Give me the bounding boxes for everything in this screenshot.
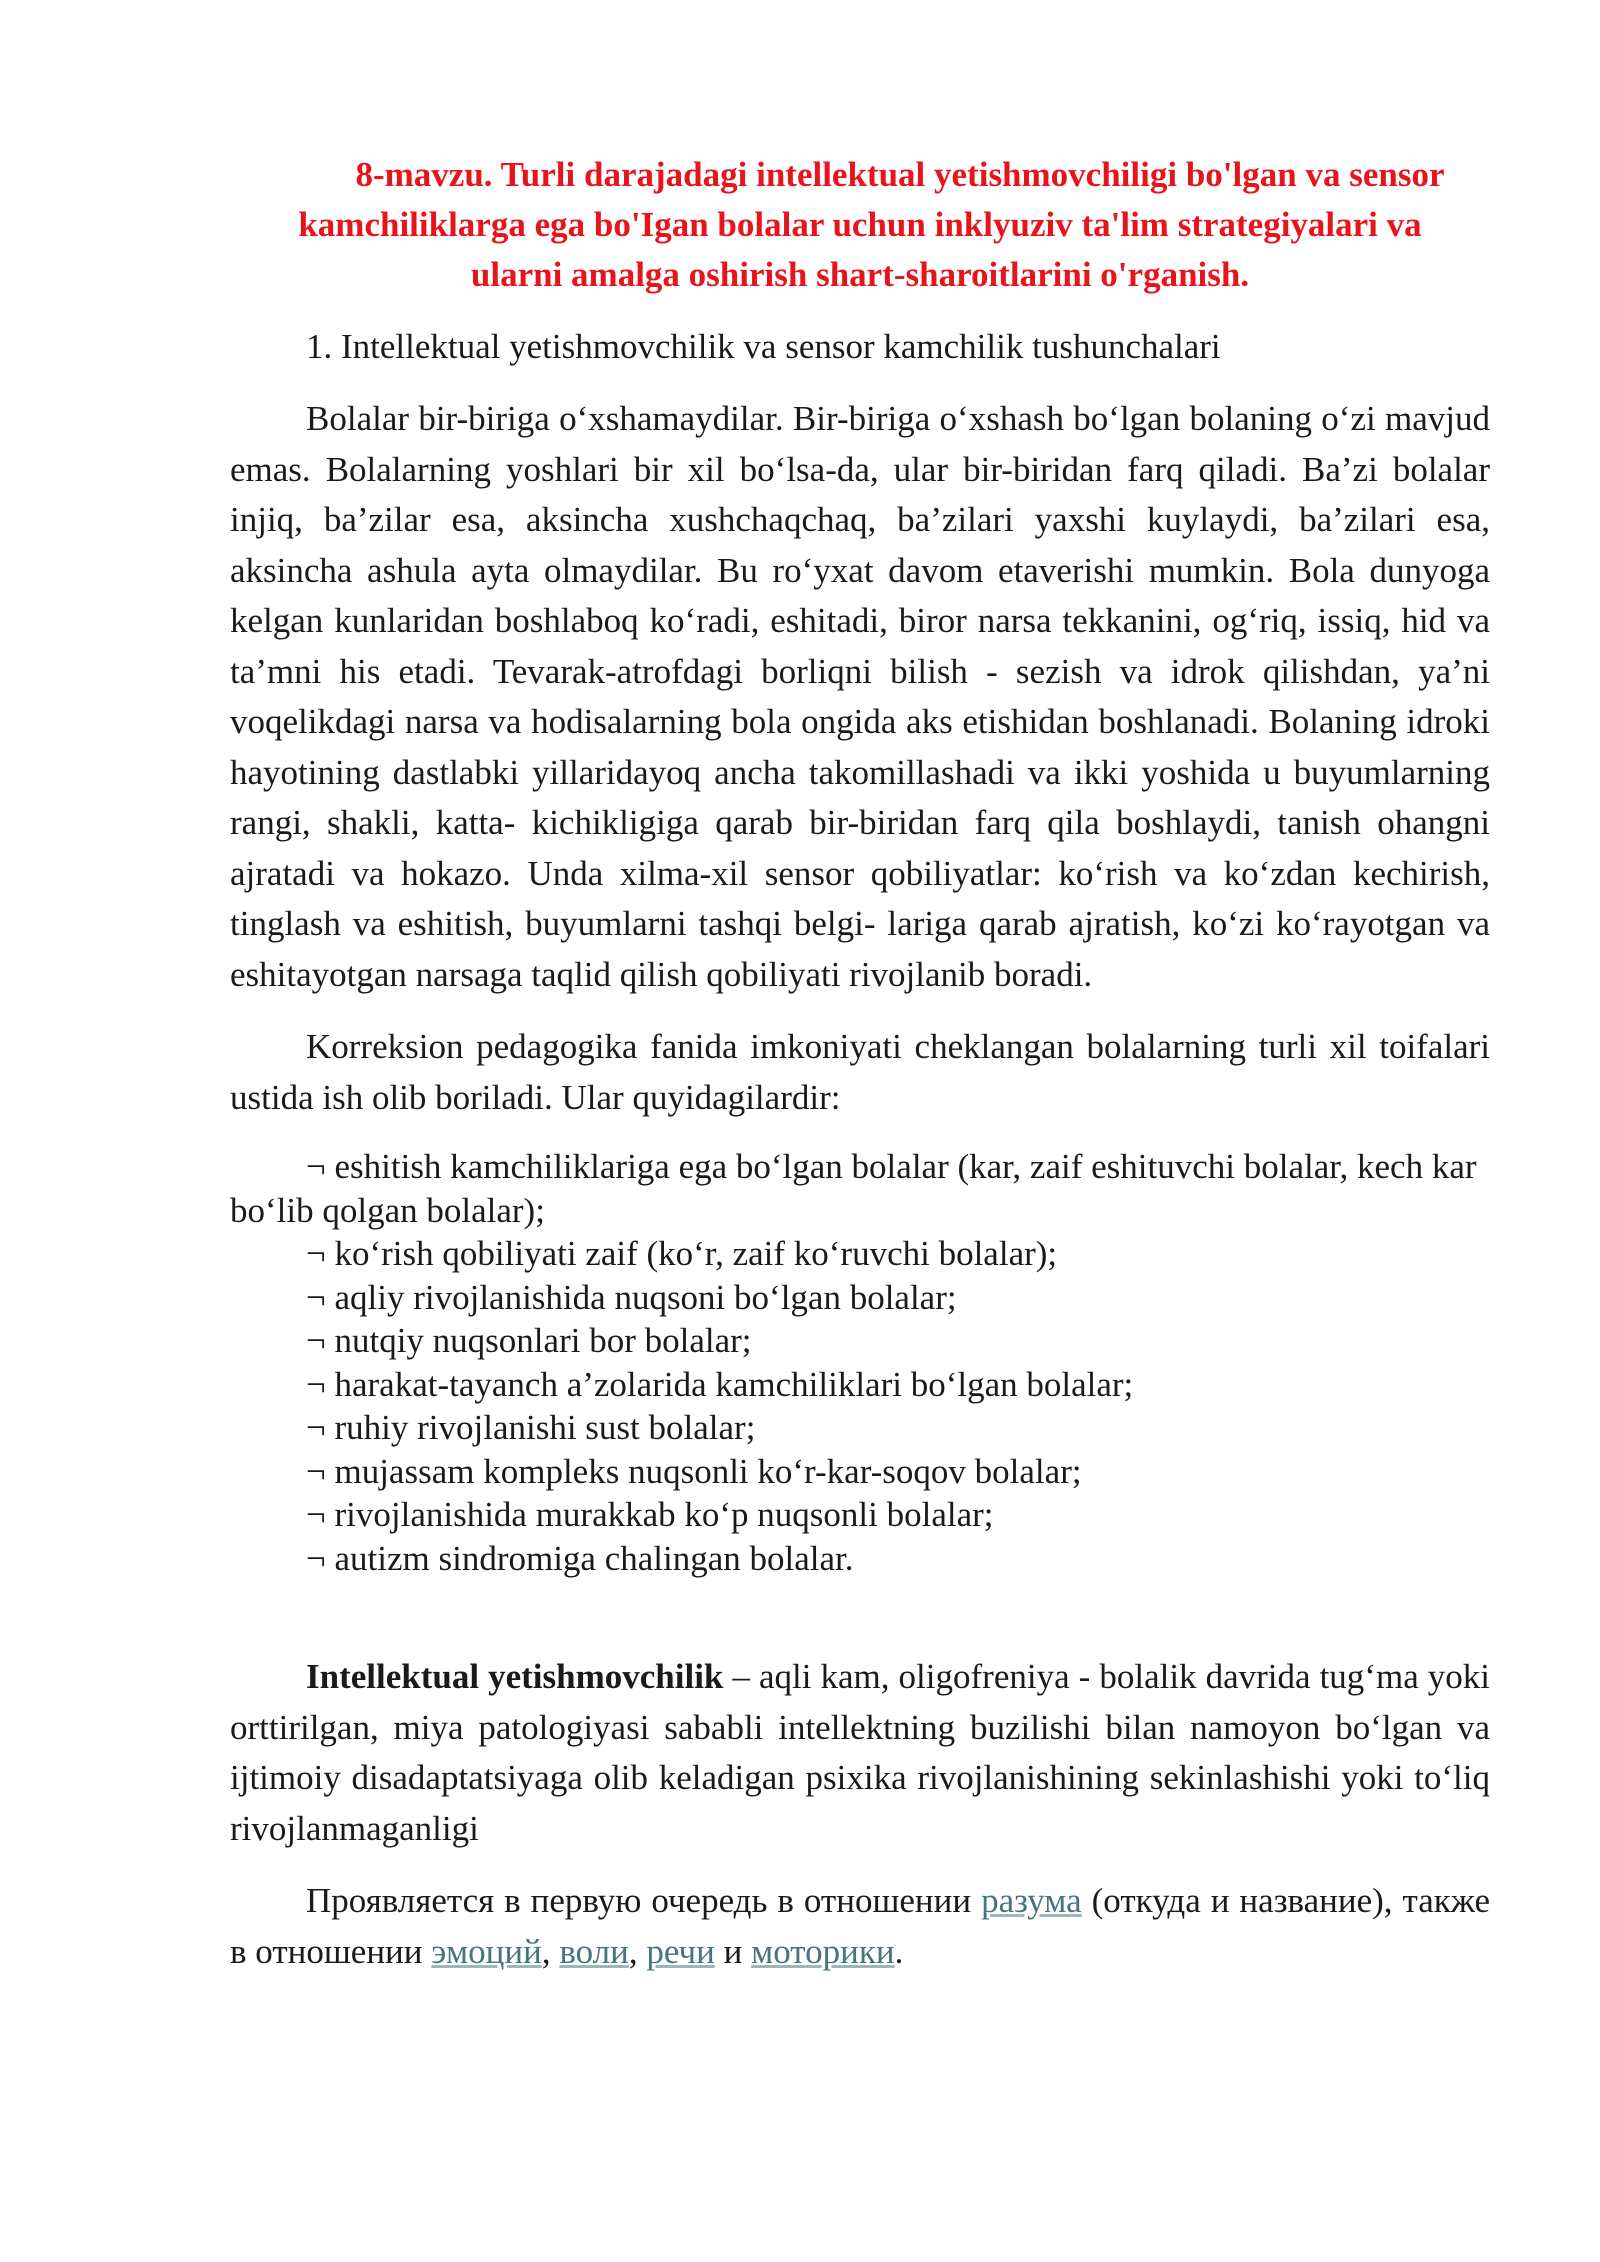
russian-sep-2: , (628, 1931, 647, 1971)
list-item: ¬ ruhiy rivojlanishi sust bolalar; (306, 1408, 756, 1447)
list-item: ¬ rivojlanishida murakkab ko‘p nuqsonli bolalar; (306, 1495, 994, 1534)
russian-sep-3: и (714, 1931, 752, 1971)
definition-term: Intellektual yetishmovchilik (306, 1657, 724, 1696)
page-title (230, 150, 1490, 300)
russian-sep-1: , (541, 1931, 560, 1971)
document-page (230, 150, 1490, 1999)
list-item: ¬ mujassam kompleks nuqsonli ko‘r-kar-soqov bolalar; (306, 1451, 1082, 1491)
link-rechi[interactable]: речи (646, 1931, 715, 1971)
title-line-1: 8-mavzu. Turli darajadagi intellektual yetishmovchiligi bo'lgan va sensor (355, 155, 1445, 194)
list-item: ¬ aqliy rivojlanishida nuqsoni bo‘lgan bolalar; (306, 1277, 957, 1317)
russian-end: . (894, 1931, 904, 1971)
russian-text-2: (откуда и название), также в отношении (230, 1881, 1490, 1971)
paragraph-intro: Bolalar bir-biriga o‘xshamaydilar. Bir-biriga o‘xshash bo‘lgan bolaning o‘zi mavjud emas. Bolalarning yoshlari bir xil bo‘lsa-da, ular bir-biridan farq qiladi. Ba’zi bolalar injiq, ba’zilar esa, aksincha xushchaqchaq, ba’zilari yaxshi kuylaydi, ba’zilari esa, aksincha ashula ayta olmaydilar. Bu ro‘yxat davom etaverishi mumkin. Bola dunyoga kelgan kunlaridan boshlaboq ko‘radi, eshitadi, biror narsa tekkanini, og‘riq, issiq, hid va ta’mni his etadi. Tevarak-atrofdagi borliqni bilish - sezish va idrok qilishdan, ya’ni voqelikdagi narsa va hodisalarning bola ongida aks etishidan boshlanadi. Bolaning idroki hayotining dastlabki yillaridayoq ancha takomillashadi va ikki yoshida u buyumlarning rangi, shakli, katta- kichikligiga qarab bir-biridan farq qila boshlaydi, tanish ohangni ajratadi va hokazo. Unda xilma-xil sensor qobiliyatlar: ko‘rish va ko‘zdan kechirish, tinglash va eshitish, buyumlarni tashqi belgi- lariga qarab ajratish, ko‘zi ko‘rayotgan va eshitayotgan narsaga taqlid qilish qobiliyati rivojlanib boradi. (230, 399, 1490, 994)
section-heading: 1. Intellektual yetishmovchilik va sensor kamchilik tushunchalari (306, 327, 1221, 366)
link-motoriki[interactable]: моторики (751, 1931, 895, 1971)
link-voli[interactable]: воли (559, 1931, 629, 1971)
title-line-2: kamchiliklarga ega bo'Igan bolalar uchun inklyuziv ta'lim strategiyalari va (298, 205, 1422, 244)
definition-text: – aqli kam, oligofreniya - bolalik davrida tug‘ma yoki orttirilgan, miya patologiyasi sababli intellektning buzilishi bilan namoyon bo‘lgan va ijtimoiy disadaptatsiyaga olib keladigan psixika rivojlanishining sekinlashishi yoki to‘liq rivojlanmaganligi (230, 1657, 1490, 1848)
link-razuma[interactable]: разума (981, 1881, 1082, 1920)
russian-text-1: Проявляется в первую очередь в отношении (306, 1881, 982, 1920)
paragraph-russian (230, 1876, 1490, 1977)
list-item: ¬ ko‘rish qobiliyati zaif (ko‘r, zaif ko‘ruvchi bolalar); (306, 1234, 1058, 1273)
title-line-3: ularni amalga oshirish shart-sharoitlarini o'rganish. (470, 255, 1250, 294)
list-item: ¬ autizm sindromiga chalingan bolalar. (306, 1538, 854, 1578)
list-item: ¬ nutqiy nuqsonlari bor bolalar; (306, 1321, 752, 1360)
link-emotsiy[interactable]: эмоций (431, 1931, 542, 1971)
list-item: ¬ harakat-tayanch a’zolarida kamchiliklari bo‘lgan bolalar; (306, 1364, 1134, 1404)
paragraph-categories: Korreksion pedagogika fanida imkoniyati cheklangan bolalarning turli xil toifalari ustida ish olib boriladi. Ular quyidagilardir: (230, 1027, 1490, 1117)
list-item: ¬ eshitish kamchiliklariga ega bo‘lgan bolalar (kar, zaif eshituvchi bolalar, kech kar bo‘lib qolgan bolalar); (230, 1147, 1477, 1230)
paragraph-definition (230, 1652, 1490, 1854)
category-list (230, 1145, 1490, 1580)
